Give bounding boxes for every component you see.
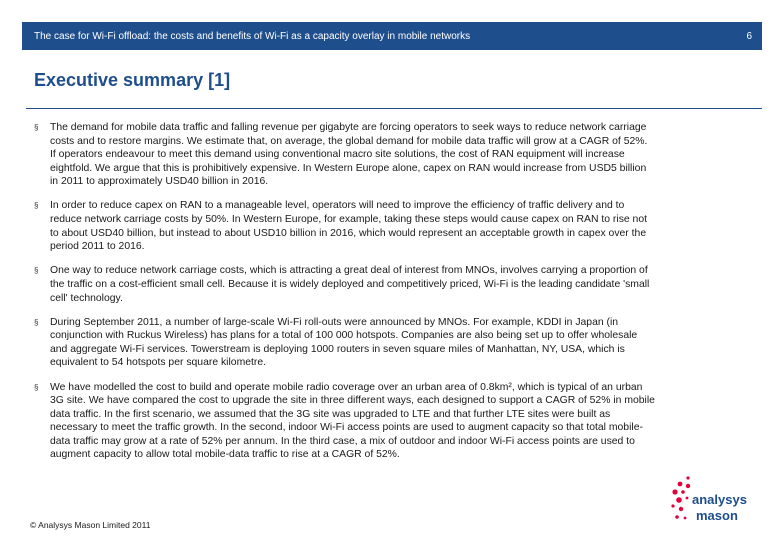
bullet-line: In order to reduce capex on RAN to a manageable level, operators will need to improve the efficiency of traffic delivery and to <box>50 200 625 212</box>
bullet-item <box>34 316 748 370</box>
bullet-marker-icon: § <box>34 201 39 211</box>
bullet-line: augment capacity to allow total mobile-data traffic to rise at a CAGR of 52%. <box>50 449 400 461</box>
document-title: The case for Wi-Fi offload: the costs and benefits of Wi-Fi as a capacity overlay in mobile networks <box>34 30 471 42</box>
logo-text-line2: mason <box>696 508 738 523</box>
bullet-item <box>34 199 748 253</box>
bullet-line: eightfold. We argue that this is prohibitively expensive. In Western Europe alone, capex on RAN would increase from USD5 billion <box>50 162 647 174</box>
bullet-line: During September 2011, a number of large-scale Wi-Fi roll-outs were announced by MNOs. For example, KDDI in Japan (in <box>50 316 619 328</box>
bullet-marker-icon: § <box>34 266 39 276</box>
bullet-line: data traffic. In the first scenario, we assumed that the 3G site was upgraded to LTE and that further LTE sites were built as <box>50 408 611 420</box>
bullet-line: data traffic may grow at a rate of 52% per annum. In the third case, a mix of outdoor and indoor Wi-Fi access points are used to <box>50 435 635 447</box>
copyright-footer: © Analysys Mason Limited 2011 <box>30 520 151 530</box>
bullet-line: necessary to meet the traffic growth. In the second, indoor Wi-Fi access points are used to augment capacity so that total mobile- <box>50 422 643 434</box>
header-bar <box>22 22 762 50</box>
bullet-line: costs and to restore margins. We estimate that, on average, the global demand for mobile data traffic will grow at a CAGR of 52%. <box>50 135 648 147</box>
bullet-marker-icon: § <box>34 382 39 392</box>
bullet-item <box>34 121 748 189</box>
logo-text-line1: analysys <box>692 492 747 507</box>
bullet-line: to about USD40 billion, but instead to about USD10 billion in 2016, which would represent an acceptable growth in capex over the <box>50 227 647 239</box>
bullet-line: cell' technology. <box>50 292 123 304</box>
bullet-line: If operators endeavour to meet this demand using conventional macro site solutions, the cost of RAN equipment will increase <box>50 149 625 161</box>
bullet-line: reduce network carriage costs by 50%. In Western Europe, for example, taking these steps would cause capex on RAN to rise not <box>50 214 647 226</box>
bullet-line: equivalent to 54 hotspots per square kilometre. <box>50 357 267 369</box>
bullet-line: period 2011 to 2016. <box>50 241 145 253</box>
bullet-line: 3G site. We have compared the cost to upgrade the site in three different ways, each designed to support a CAGR of 52% in mobile <box>50 395 655 407</box>
bullet-line: The demand for mobile data traffic and falling revenue per gigabyte are forcing operators to seek ways to reduce network carriage <box>50 122 647 133</box>
bullet-line: conjunction with Ruckus Wireless) has plans for a total of 100 000 hotspots. Companies are also being set up to offer wholesale <box>50 330 638 342</box>
page-number: 6 <box>746 30 752 42</box>
bullet-line: One way to reduce network carriage costs, which is attracting a great deal of interest from MNOs, involves carrying a proportion of <box>50 265 648 277</box>
bullet-marker-icon: § <box>34 317 39 327</box>
bullet-line: We have modelled the cost to build and operate mobile radio coverage over an urban area of 0.8km², which is typical of an urban <box>50 381 643 393</box>
bullet-line: in 2011 to approximately USD40 billion in 2016. <box>50 176 269 188</box>
title-divider <box>26 108 762 109</box>
bullet-list <box>34 121 748 473</box>
page-title: Executive summary [1] <box>34 70 231 90</box>
bullet-line: the traffic on a cost-efficient small cell. Because it is widely deployed and competitively priced, Wi-Fi is the leading candidate 'small <box>50 278 650 290</box>
bullet-marker-icon: § <box>34 123 39 132</box>
analysys-mason-logo <box>668 470 758 532</box>
bullet-line: and aggregate Wi-Fi services. Towerstream is deploying 1000 routers in seven square miles of Manhattan, NY, USA, which is <box>50 343 625 355</box>
bullet-item <box>34 381 748 463</box>
bullet-item <box>34 264 748 305</box>
